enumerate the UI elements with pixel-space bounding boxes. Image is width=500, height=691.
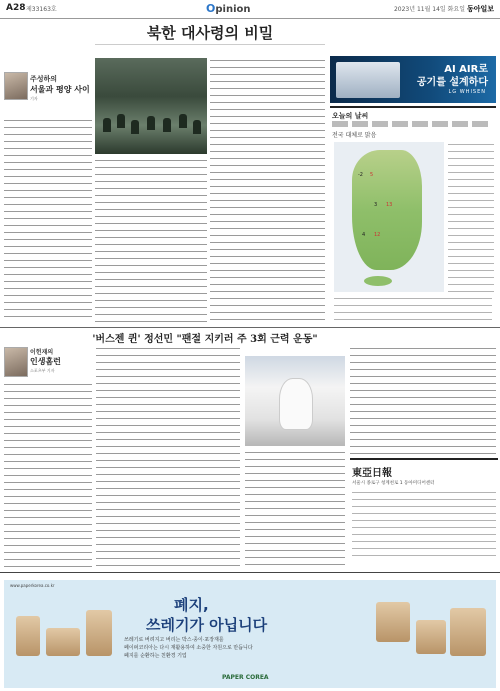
ad2-logo: PAPER COREA — [222, 674, 269, 681]
advertisement-paper-korea[interactable] — [4, 580, 496, 688]
article2-text-col4 — [350, 346, 496, 454]
weather-legend — [332, 121, 492, 127]
article2-text-col2 — [96, 346, 240, 568]
issue-number: 제33163호 — [26, 6, 57, 13]
product-box2-icon — [450, 608, 486, 656]
column-headline: 북한 대사령의 비밀 — [146, 24, 274, 42]
page-header — [0, 0, 500, 19]
korea-map-shape — [352, 150, 422, 270]
ad2-headline-1: 폐지, — [174, 596, 209, 614]
author-box-2 — [4, 345, 92, 379]
author-photo — [4, 72, 28, 100]
advertisement-lg[interactable] — [330, 56, 496, 103]
product-image — [336, 62, 400, 98]
article-text-col1 — [4, 118, 92, 322]
divider — [95, 44, 325, 45]
jeju-shape — [364, 276, 392, 286]
product-cup2-icon — [416, 620, 446, 654]
ad-brand: LG WHISEN — [448, 89, 486, 95]
product-bag2-icon — [376, 602, 410, 642]
product-box-icon — [46, 628, 80, 656]
article2-text-col1 — [4, 382, 92, 568]
author-kicker-2: 이헌재의 — [30, 349, 54, 356]
ad2-headline-2: 쓰레기가 아닙니다 — [146, 616, 268, 634]
newspaper-logo: 東亞日報 — [352, 468, 392, 479]
article-text-col2 — [95, 158, 207, 322]
ad2-desc-1: 쓰레기로 버려지고 버리는 박스·종이·포장재를 — [124, 637, 224, 643]
weather-box — [330, 106, 496, 326]
author-box — [4, 72, 92, 116]
author-desc: 기자 — [30, 96, 38, 101]
section-divider — [0, 327, 500, 328]
author-column-title: 서울과 평양 사이 — [30, 85, 90, 94]
article2-text-col3 — [245, 450, 345, 568]
article-photo — [95, 58, 207, 154]
product-cup-icon — [16, 616, 40, 656]
product-bag-icon — [86, 610, 112, 656]
article-text-col3 — [210, 58, 325, 322]
page-number: A28 — [6, 3, 26, 13]
author-kicker: 주성하의 — [30, 75, 58, 83]
masthead-address: 서울시 종로구 청계천로 1 동아미디어센터 — [352, 481, 435, 486]
ad2-desc-3: 폐지를 순환하는 친환경 기업 — [124, 653, 187, 659]
weather-map: -2 5 3 13 4 12 — [334, 142, 444, 292]
mascot-figure — [279, 378, 313, 430]
ad2-desc-2: 페이퍼코리아는 다시 재활용하여 소중한 자원으로 만듭니다 — [124, 645, 253, 651]
section-title: Opinion — [206, 2, 251, 15]
ad-line-2: 공기를 설계하다 — [416, 77, 488, 88]
column2-headline: '버스젠 퀸' 정선민 "팬절 지키러 주 3회 근력 운동" — [92, 334, 318, 345]
author-name-2: 인생홈런 — [30, 357, 61, 366]
ad-divider — [0, 572, 500, 573]
weather-table — [448, 142, 494, 292]
article2-photo — [245, 356, 345, 446]
author-photo-2 — [4, 347, 28, 377]
weather-title: 오늘의 날씨 — [332, 112, 369, 120]
ad-line-1: AI AIR로 — [444, 64, 488, 75]
masthead-info — [352, 490, 496, 556]
weather-subtitle: 전국 대체로 맑음 — [332, 132, 377, 139]
author-desc-2: 스포츠부 기자 — [30, 368, 55, 373]
date-paper: 2023년 11월 14일 화요일 동아일보 — [393, 4, 494, 13]
masthead-box — [350, 458, 498, 560]
ad-url: www.paperkorea.co.kr — [10, 583, 55, 588]
weather-notes — [334, 296, 492, 322]
